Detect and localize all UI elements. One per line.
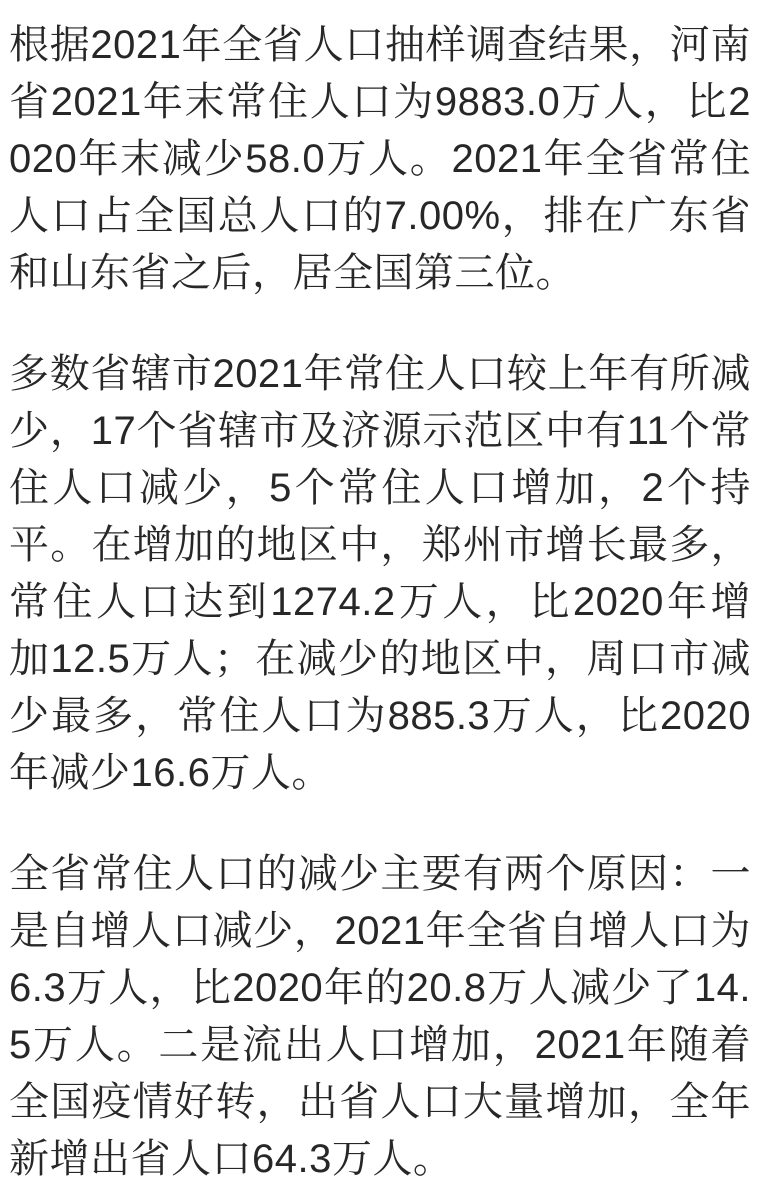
paragraph-province-population-summary: 根据2021年全省人口抽样调查结果，河南省2021年末常住人口为9883.0万人，比2020年末减少58.0万人。2021年全省常住人口占全国总人口的7.00%，排在广东省和山东省之后，居全国第三位。	[9, 23, 751, 295]
paragraph-city-population-changes: 多数省辖市2021年常住人口较上年有所减少，17个省辖市及济源示范区中有11个常住人口减少，5个常住人口增加，2个持平。在增加的地区中，郑州市增长最多，常住人口达到1274.2万人，比2020年增加12.5万人；在减少的地区中，周口市减少最多，常住人口为885.3万人，比2020年减少16.6万人。	[9, 352, 751, 795]
paragraph-population-decline-reasons: 全省常住人口的减少主要有两个原因：一是自增人口减少，2021年全省自增人口为6.3万人，比2020年的20.8万人减少了14.5万人。二是流出人口增加，2021年随着全国疫情好转，出省人口大量增加，全年新增出省人口64.3万人。	[9, 852, 751, 1181]
